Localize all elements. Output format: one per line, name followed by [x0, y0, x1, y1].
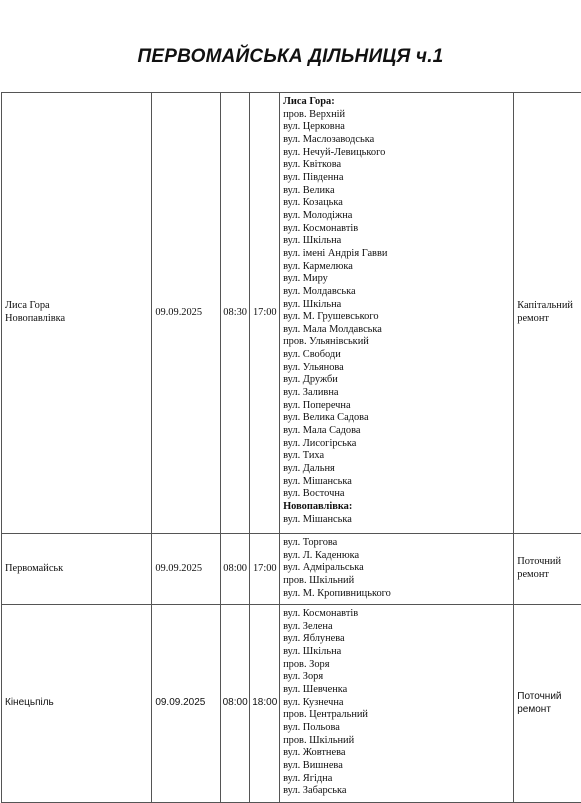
page-title: ПЕРВОМАЙСЬКА ДІЛЬНИЦЯ ч.1 — [0, 46, 581, 68]
street-item: вул. Вишнева — [283, 760, 510, 773]
street-item: вул. Квіткова — [283, 159, 510, 172]
street-item: вул. М. Кропивницького — [283, 588, 510, 601]
work-type-line: Поточний — [517, 556, 581, 569]
street-item: вул. Космонавтів — [283, 223, 510, 236]
location-cell — [2, 534, 152, 605]
street-item: вул. Південна — [283, 172, 510, 185]
end-time-cell: 17:00 — [250, 93, 280, 534]
street-item: вул. Дружби — [283, 374, 510, 387]
date-cell: 09.09.2025 — [152, 534, 221, 605]
street-item: вул. Зоря — [283, 671, 510, 684]
street-item: вул. Шкільна — [283, 646, 510, 659]
table-row — [2, 534, 581, 605]
street-item: вул. Шкільна — [283, 299, 510, 312]
streets-cell — [280, 605, 514, 803]
street-item: вул. Велика Садова — [283, 412, 510, 425]
work-type-line: Поточний — [517, 691, 581, 704]
street-item: вул. Мішанська — [283, 514, 510, 527]
street-item: вул. Дальня — [283, 463, 510, 476]
end-time-cell: 17:00 — [250, 534, 280, 605]
street-item: вул. Поперечна — [283, 400, 510, 413]
street-item: вул. Торгова — [283, 537, 510, 550]
street-item: вул. Заливна — [283, 387, 510, 400]
start-time-cell: 08:00 — [220, 534, 250, 605]
street-item: вул. Яблунева — [283, 633, 510, 646]
street-item: вул. Мішанська — [283, 476, 510, 489]
street-item: вул. Миру — [283, 273, 510, 286]
work-type-line: ремонт — [517, 569, 581, 582]
street-item: вул. Шевченка — [283, 684, 510, 697]
location-cell — [2, 93, 152, 534]
outage-schedule-table — [1, 92, 581, 803]
street-item: вул. Тиха — [283, 450, 510, 463]
street-item: вул. Нечуй-Левицького — [283, 147, 510, 160]
streets-cell — [280, 93, 514, 534]
work-type-cell — [514, 605, 581, 803]
street-item: вул. Церковна — [283, 121, 510, 134]
street-item: пров. Шкільний — [283, 575, 510, 588]
start-time-cell: 08:00 — [220, 605, 250, 803]
street-item: вул. імені Андрія Гавви — [283, 248, 510, 261]
location-line: Кінецьпіль — [5, 697, 148, 710]
street-item: вул. Жовтнева — [283, 747, 510, 760]
work-type-cell — [514, 93, 581, 534]
street-item: вул. Адміральська — [283, 562, 510, 575]
street-item: вул. Велика — [283, 185, 510, 198]
street-item: вул. М. Грушевського — [283, 311, 510, 324]
street-item: вул. Восточна — [283, 488, 510, 501]
table-row — [2, 605, 581, 803]
street-item: вул. Зелена — [283, 621, 510, 634]
street-item: вул. Свободи — [283, 349, 510, 362]
street-item: пров. Верхній — [283, 109, 510, 122]
location-line: Лиса Гора — [5, 300, 148, 313]
work-type-line: Капітальний — [517, 300, 581, 313]
street-item: вул. Лисогірська — [283, 438, 510, 451]
work-type-cell — [514, 534, 581, 605]
street-item: пров. Шкільний — [283, 735, 510, 748]
date-cell: 09.09.2025 — [152, 93, 221, 534]
table-row — [2, 93, 581, 534]
street-item: вул. Кузнечна — [283, 697, 510, 710]
street-item: вул. Космонавтів — [283, 608, 510, 621]
street-item: вул. Кармелюка — [283, 261, 510, 274]
streets-cell — [280, 534, 514, 605]
street-item: вул. Шкільна — [283, 235, 510, 248]
street-item: вул. Забарська — [283, 785, 510, 798]
schedule-body — [2, 93, 581, 803]
street-item: вул. Маслозаводська — [283, 134, 510, 147]
work-type-line: ремонт — [517, 704, 581, 717]
end-time-cell: 18:00 — [250, 605, 280, 803]
street-item: пров. Центральний — [283, 709, 510, 722]
street-item: пров. Зоря — [283, 659, 510, 672]
street-item: вул. Козацька — [283, 197, 510, 210]
location-cell — [2, 605, 152, 803]
street-item: вул. Молдавська — [283, 286, 510, 299]
location-line: Новопавлівка — [5, 313, 148, 326]
street-item: вул. Мала Садова — [283, 425, 510, 438]
street-item: вул. Молодіжна — [283, 210, 510, 223]
date-cell: 09.09.2025 — [152, 605, 221, 803]
street-group-heading: Новопавлівка: — [283, 501, 510, 514]
street-group-heading: Лиса Гора: — [283, 96, 510, 109]
location-line: Первомайськ — [5, 563, 148, 576]
street-item: пров. Ульянівський — [283, 336, 510, 349]
street-item: вул. Л. Каденюка — [283, 550, 510, 563]
work-type-line: ремонт — [517, 313, 581, 326]
street-item: вул. Ягідна — [283, 773, 510, 786]
street-item: вул. Польова — [283, 722, 510, 735]
start-time-cell: 08:30 — [220, 93, 250, 534]
street-item: вул. Ульянова — [283, 362, 510, 375]
street-item: вул. Мала Молдавська — [283, 324, 510, 337]
